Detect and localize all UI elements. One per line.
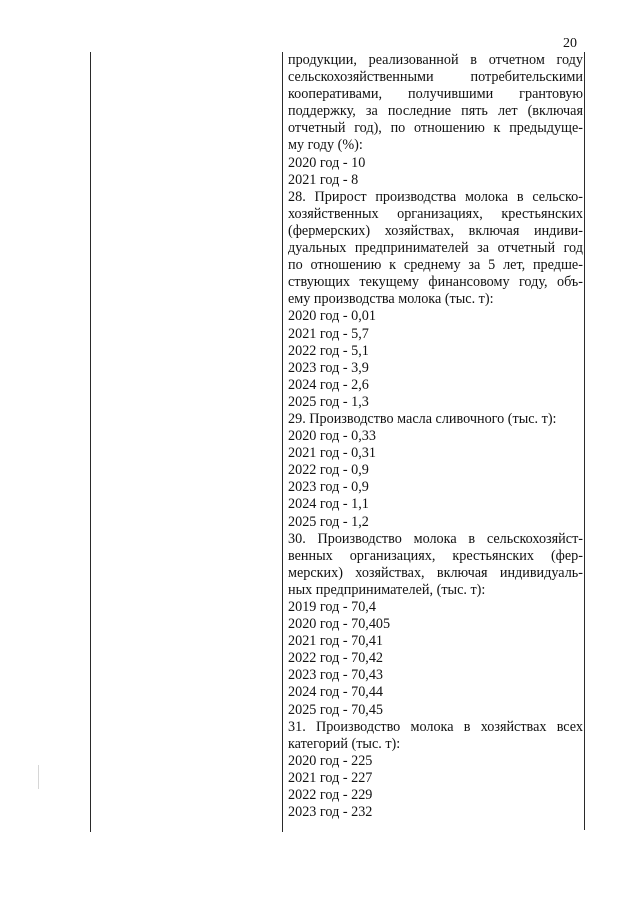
text-line: 2020 год - 70,405	[288, 616, 391, 633]
text-word: (фермерских)	[288, 222, 371, 239]
text-line: 2025 год - 1,3	[288, 393, 369, 410]
text-line	[288, 565, 583, 582]
text-word: включая	[468, 222, 520, 239]
text-line: 2020 год - 0,33	[288, 428, 376, 445]
text-word: молока	[410, 718, 454, 735]
text-word: сельско-	[532, 188, 583, 205]
text-word: по	[288, 257, 303, 274]
text-line	[288, 223, 583, 240]
text-word: молока	[464, 188, 508, 205]
text-line: 2021 год - 70,41	[288, 633, 384, 650]
text-line	[288, 206, 583, 223]
text-word: год),	[354, 120, 382, 137]
text-word: году	[556, 52, 583, 68]
text-word: за	[365, 103, 378, 120]
text-line	[288, 531, 583, 548]
text-word: Производство	[317, 530, 402, 547]
text-word: последние	[387, 103, 452, 120]
text-word: сельскохозяйст-	[486, 530, 583, 547]
text-line: 2020 год - 225	[288, 752, 373, 769]
text-word: предыдуще-	[509, 120, 583, 137]
text-word: год	[563, 240, 583, 257]
text-word: потребительскими	[470, 69, 583, 86]
text-word: крестьянских	[452, 547, 534, 564]
text-word: среднему	[403, 257, 461, 274]
text-word: кооперативами,	[288, 86, 382, 103]
table-column-divider	[282, 52, 283, 832]
text-line: 2023 год - 3,9	[288, 359, 369, 376]
table-border-left	[90, 52, 91, 832]
text-line	[288, 103, 583, 120]
text-word: получившими	[407, 86, 494, 103]
text-word: отношению	[310, 257, 382, 274]
text-line: 2024 год - 1,1	[288, 496, 369, 513]
text-word: за	[468, 257, 481, 274]
text-word: индиви-	[533, 222, 583, 239]
text-line	[288, 719, 583, 736]
text-word: крестьянских	[501, 205, 583, 222]
text-word: грантовую	[519, 86, 583, 103]
text-line: 2021 год - 227	[288, 769, 373, 786]
text-line: 2021 год - 5,7	[288, 325, 369, 342]
text-line: 2019 год - 70,4	[288, 599, 376, 615]
text-word: Прирост	[314, 188, 367, 205]
text-word: лет	[497, 103, 518, 120]
text-word: к	[493, 120, 501, 137]
text-word: лет,	[503, 257, 526, 274]
text-line: 2024 год - 70,44	[288, 684, 384, 701]
text-word: организациях,	[397, 205, 483, 222]
text-word: отчетный	[497, 240, 556, 257]
text-word: хозяйствах	[480, 718, 547, 735]
text-word: году,	[518, 274, 548, 291]
text-word: объ-	[556, 274, 583, 291]
text-line	[288, 548, 583, 565]
text-word: мерских)	[288, 564, 343, 581]
text-word: текущему	[359, 274, 419, 291]
text-line: 2021 год - 8	[288, 171, 359, 188]
text-word: 5	[488, 257, 496, 274]
text-word: венных	[288, 547, 333, 564]
text-word: индивидуаль-	[499, 564, 583, 581]
text-word: отчетный	[288, 120, 346, 137]
text-word: в	[468, 530, 476, 547]
text-word: (включая	[527, 103, 583, 120]
text-word: в	[470, 52, 477, 68]
text-word: производства	[375, 188, 457, 205]
text-word: Производство	[315, 718, 401, 735]
text-line: ных предпринимателей, (тыс. т):	[288, 581, 486, 598]
text-line	[288, 189, 583, 206]
text-word: реализованной	[368, 52, 459, 68]
text-line: 2021 год - 0,31	[288, 445, 376, 462]
text-word: включая	[436, 564, 488, 581]
text-word: ствующих	[288, 274, 351, 291]
text-line: 2022 год - 229	[288, 787, 373, 804]
text-line: 2020 год - 0,01	[288, 308, 376, 325]
text-line	[288, 52, 583, 69]
text-line: 2025 год - 1,2	[288, 513, 369, 530]
text-line: 2024 год - 2,6	[288, 376, 369, 393]
text-line	[288, 257, 583, 274]
text-line: 2022 год - 70,42	[288, 650, 384, 667]
text-word: 31.	[288, 718, 306, 735]
text-word: 28.	[288, 188, 306, 205]
page-number: 20	[563, 36, 577, 51]
text-word: организациях,	[349, 547, 436, 564]
text-word: хозяйствах,	[355, 564, 425, 581]
text-word: молока	[413, 530, 457, 547]
text-word: 30.	[288, 530, 306, 547]
text-word: хозяйствах,	[384, 222, 455, 239]
text-word: предпринимателей	[354, 240, 469, 257]
text-line: 2022 год - 0,9	[288, 462, 369, 479]
text-word: к	[389, 257, 397, 274]
text-word: финансовому	[428, 274, 510, 291]
text-word: за	[477, 240, 490, 257]
text-word: продукции,	[288, 52, 357, 68]
text-word: по	[390, 120, 406, 137]
text-word: (фер-	[550, 547, 583, 564]
text-line: 29. Производство масла сливочного (тыс. т):	[288, 410, 557, 427]
text-line	[288, 120, 583, 137]
text-word: сельскохозяйственными	[288, 69, 434, 86]
text-line	[288, 69, 583, 86]
text-line: 2020 год - 10	[288, 154, 366, 171]
text-word: пять	[461, 103, 488, 120]
text-line: му году (%):	[288, 137, 363, 154]
text-line: 2023 год - 232	[288, 804, 373, 821]
text-word: в	[516, 188, 524, 205]
text-line: ему производства молока (тыс. т):	[288, 291, 494, 308]
text-line	[288, 240, 583, 257]
text-word: предше-	[532, 257, 583, 274]
text-word: в	[463, 718, 471, 735]
table-border-right	[584, 52, 585, 830]
text-word: отчетном	[488, 52, 545, 68]
text-line: 2025 год - 70,45	[288, 701, 384, 718]
indicator-text-column	[288, 52, 583, 821]
text-line: 2023 год - 0,9	[288, 479, 369, 496]
text-word: отношению	[414, 120, 485, 137]
text-line: категорий (тыс. т):	[288, 735, 401, 752]
text-word: поддержку,	[288, 103, 356, 120]
text-line	[288, 86, 583, 103]
scan-artifact	[38, 765, 39, 789]
text-word: дуальных	[288, 240, 347, 257]
text-word: всех	[556, 718, 583, 735]
text-line: 2023 год - 70,43	[288, 667, 384, 684]
text-line: 2022 год - 5,1	[288, 342, 369, 359]
text-word: хозяйственных	[288, 205, 379, 222]
text-line	[288, 274, 583, 291]
